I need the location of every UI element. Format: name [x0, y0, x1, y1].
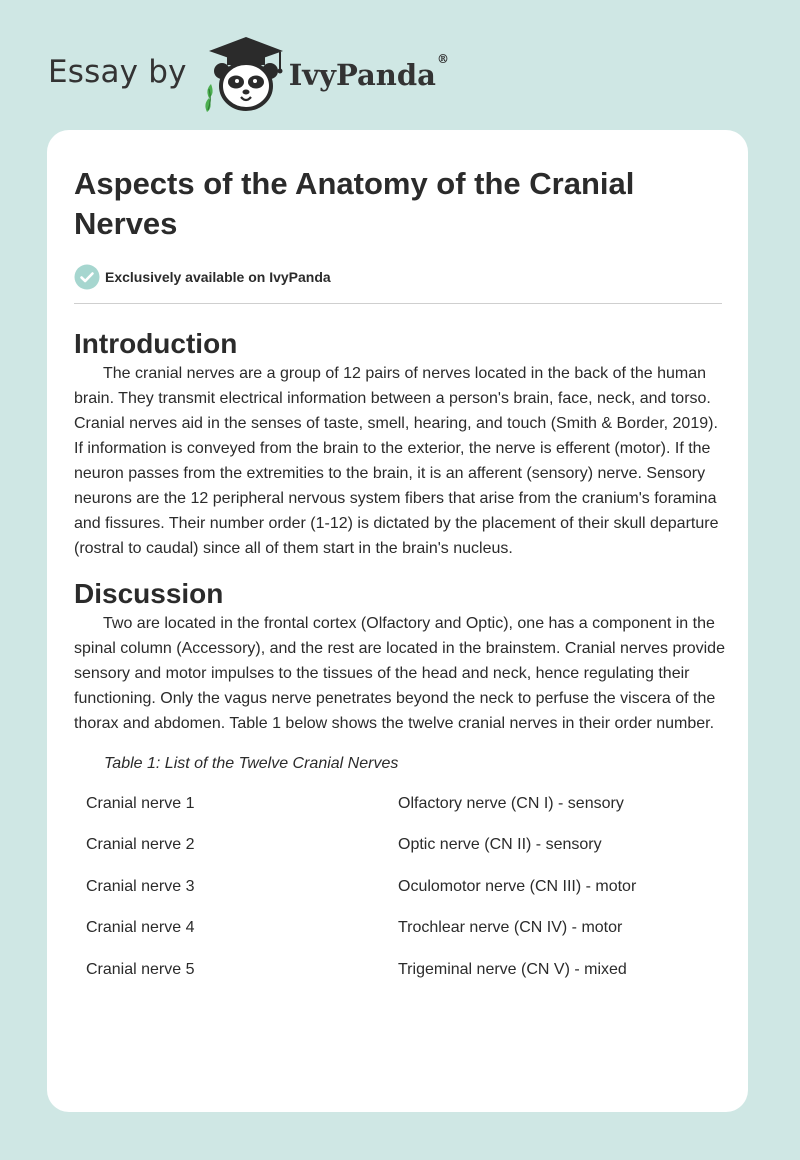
table-cell-number: Cranial nerve 1 — [86, 794, 195, 812]
badge-label: Exclusively available on IvyPanda — [105, 269, 331, 285]
brand-name — [288, 52, 449, 92]
section-heading-discussion: Discussion — [74, 578, 224, 609]
table-cell-nerve: Optic nerve (CN II) - sensory — [398, 836, 602, 854]
table-cell-number: Cranial nerve 4 — [86, 919, 195, 937]
table-cell-number: Cranial nerve 2 — [86, 836, 195, 854]
brand-name-text: IvyPanda — [288, 58, 436, 92]
title-divider — [74, 303, 722, 304]
table-row — [74, 825, 722, 867]
panda-graduate-icon — [201, 34, 291, 114]
section-heading-introduction: Introduction — [74, 328, 238, 359]
table-row — [74, 783, 722, 825]
table-cell-nerve: Oculomotor nerve (CN III) - motor — [398, 877, 637, 895]
cranial-nerves-table — [74, 783, 722, 991]
brand-header[interactable] — [48, 34, 449, 114]
essay-title: Aspects of the Anatomy of the Cranial Nerves — [74, 166, 635, 241]
table-cell-number: Cranial nerve 3 — [86, 877, 195, 895]
introduction-paragraph: The cranial nerves are a group of 12 pairs of nerves located in the back of the human brain. They transmit electrical information between a person's brain, face, neck, and torso. Cranial nerves aid in the senses of taste, smell, hearing, and touch (Smith & Border, 2019). If information is conveyed from the brain to the exterior, the nerve is efferent (motor). If the neuron passes from the extremities to the brain, it is an afferent (sensory) nerve. Sensory neurons are the 12 peripheral nervous system fibers that arise from the cranium's foramina and fissures. Their number order (1-12) is dictated by the placement of their skull departure (rostral to caudal) since all of them start in the brain's nucleus. — [74, 365, 719, 557]
table-row — [74, 908, 722, 950]
table-row — [74, 866, 722, 908]
brand-prefix: Essay by — [48, 54, 187, 90]
table-cell-number: Cranial nerve 5 — [86, 960, 195, 978]
check-circle-icon — [74, 264, 100, 290]
table-caption: Table 1: List of the Twelve Cranial Nerves — [104, 755, 399, 772]
exclusive-badge — [74, 264, 722, 290]
discussion-paragraph: Two are located in the frontal cortex (Olfactory and Optic), one has a component in the spinal column (Accessory), and the rest are located in the brainstem. Cranial nerves provide sensory and motor impulses to the tissues of the head and neck, hence regulating their functioning. Only the vagus nerve penetrates beyond the neck to perfuse the viscera of the thorax and abdomen. Table 1 below shows the twelve cranial nerves in their order number. — [74, 615, 725, 732]
table-cell-nerve: Olfactory nerve (CN I) - sensory — [398, 794, 624, 812]
registered-mark: ® — [436, 52, 449, 66]
essay-card — [47, 130, 748, 1112]
table-cell-nerve: Trigeminal nerve (CN V) - mixed — [398, 960, 627, 978]
table-row — [74, 949, 722, 991]
table-cell-nerve: Trochlear nerve (CN IV) - motor — [398, 919, 623, 937]
